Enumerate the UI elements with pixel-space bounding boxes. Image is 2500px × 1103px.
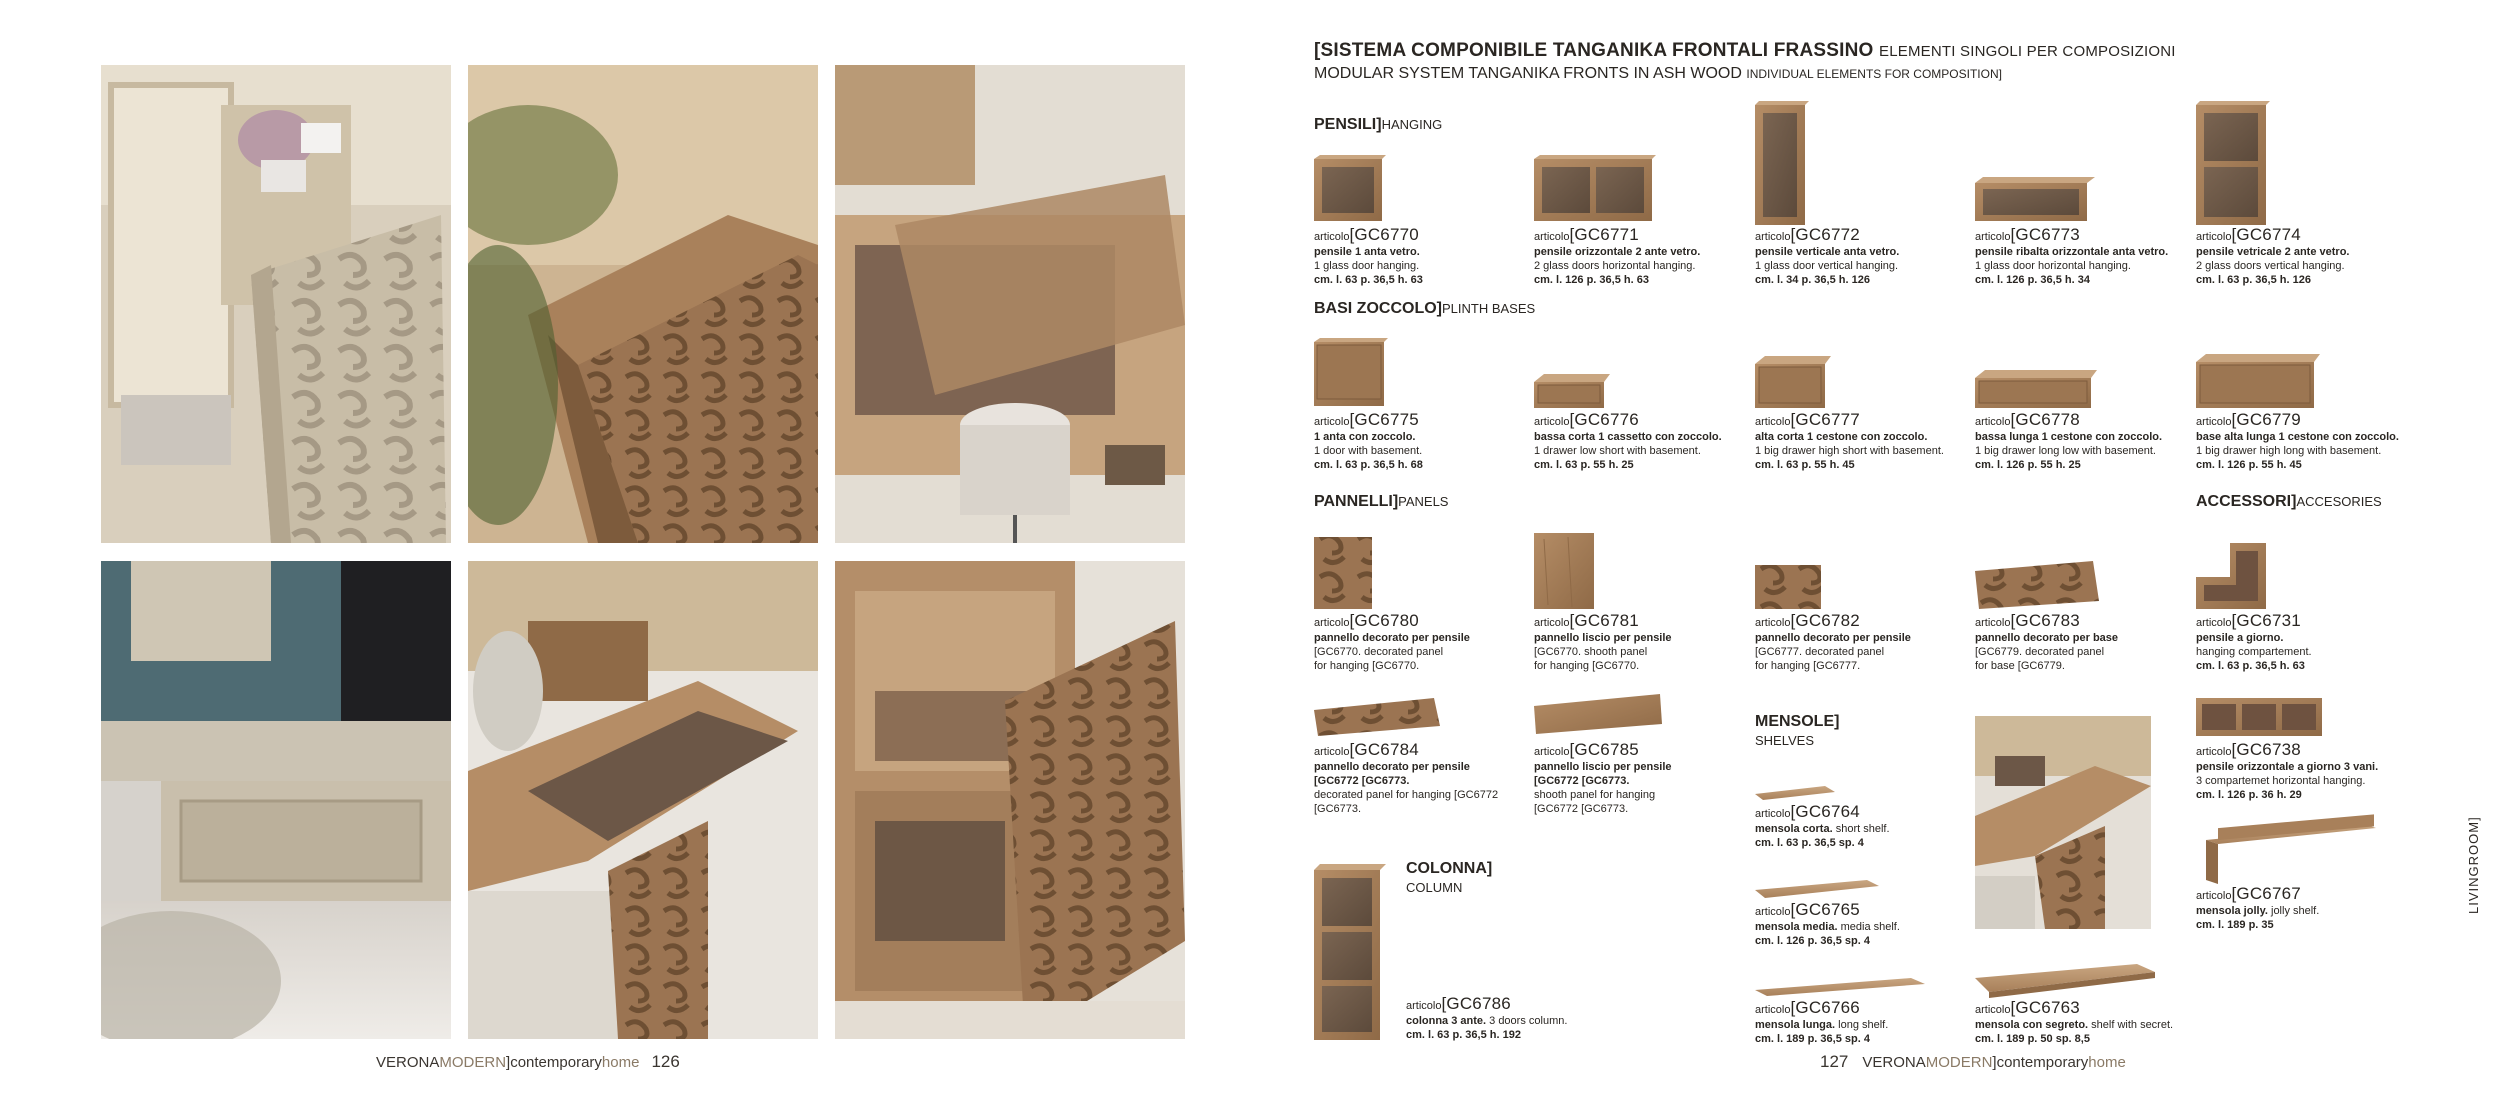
product-gc6767[interactable]: articolo[GC6767 mensola jolly. jolly shelf. cm. l. 189 p. 35	[2196, 786, 2411, 932]
photo-tv-unit-room	[101, 561, 451, 1039]
section-colonna: COLONNA] COLUMN	[1406, 860, 1493, 895]
photo-open-column-door	[835, 561, 1185, 1039]
catalog-header	[1314, 40, 2176, 83]
photo-flap-cabinet-lamp	[835, 65, 1185, 543]
product-image	[1314, 506, 1529, 611]
product-image	[1755, 506, 1970, 611]
header-title-en: MODULAR SYSTEM TANGANIKA FRONTS IN ASH WOOD INDIVIDUAL ELEMENTS FOR COMPOSITION]	[1314, 65, 2002, 82]
article-code: [GC6784	[1349, 740, 1419, 759]
section-basi-zoccolo: BASI ZOCCOLO]PLINTH BASES	[1314, 300, 1536, 317]
product-image	[2196, 506, 2411, 611]
product-image	[1755, 90, 1970, 225]
article-code: [GC6773	[2010, 225, 2080, 244]
article-code: [GC6782	[1790, 611, 1860, 630]
article-code: [GC6772	[1790, 225, 1860, 244]
brand-home: home	[2088, 1054, 2126, 1071]
article-code: [GC6738	[2231, 740, 2301, 759]
dimensions: cm. l. 63 p. 36,5 h. 63	[1314, 274, 1423, 286]
product-gc6783[interactable]: articolo[GC6783 pannello decorato per base [GC6779. decorated panel for base [GC6779.	[1975, 506, 2190, 673]
product-gc6764[interactable]: articolo[GC6764 mensola corta. short shelf. cm. l. 63 p. 36,5 sp. 4	[1755, 752, 1970, 850]
product-image	[1534, 305, 1749, 410]
article-code: [GC6780	[1349, 611, 1419, 630]
section-accessori: ACCESSORI]ACCESORIES	[2196, 493, 2382, 510]
photo-shelf-detail	[1975, 716, 2151, 929]
product-image	[1534, 120, 1749, 225]
product-gc6784[interactable]: articolo[GC6784 pannello decorato per pensile [GC6772 [GC6773. decorated panel for hanging [GC6772 [GC6773.	[1314, 640, 1529, 816]
section-mensole: MENSOLE] SHELVES	[1755, 713, 1840, 748]
product-gc6771[interactable]: articolo[GC6771 pensile orizzontale 2 ante vetro. 2 glass doors horizontal hanging. cm. l. 126 p. 36,5 h. 63	[1534, 120, 1749, 287]
page-number-right: 127	[1820, 1052, 1849, 1071]
product-image	[2196, 786, 2411, 884]
product-gc6782[interactable]: articolo[GC6782 pannello decorato per pensile [GC6777. decorated panel for hanging [GC6777.	[1755, 506, 1970, 673]
product-image	[1975, 305, 2190, 410]
product-image	[2196, 90, 2411, 225]
article-code: [GC6774	[2231, 225, 2301, 244]
product-image	[1755, 850, 1970, 900]
article-code: [GC6777	[1790, 410, 1860, 429]
photo-open-drawer-magazines	[468, 561, 818, 1039]
article-code: [GC6765	[1790, 900, 1860, 919]
brand-contemporary: ]contemporary	[506, 1054, 602, 1071]
footer-left	[376, 1052, 680, 1072]
section-pensili: PENSILI]HANGING	[1314, 116, 1443, 133]
photo-drawer-closeup	[468, 65, 818, 543]
product-image	[1975, 120, 2190, 225]
article-code: [GC6763	[2010, 998, 2080, 1017]
product-gc6766[interactable]: articolo[GC6766 mensola lunga. long shelf. cm. l. 189 p. 36,5 sp. 4	[1755, 948, 1970, 1046]
product-gc6778[interactable]: articolo[GC6778 bassa lunga 1 cestone con zoccolo. 1 big drawer long low with basement. cm. l. 126 p. 55 h. 25	[1975, 305, 2190, 472]
article-code: [GC6767	[2231, 884, 2301, 903]
description-it: pensile 1 anta vetro.	[1314, 246, 1420, 258]
article-code: [GC6764	[1790, 802, 1860, 821]
product-image	[2196, 640, 2411, 740]
article-code: [GC6779	[2231, 410, 2301, 429]
product-image	[1314, 305, 1529, 410]
product-image	[1314, 640, 1529, 740]
product-image	[1755, 752, 1970, 802]
product-gc6779[interactable]: articolo[GC6779 base alta lunga 1 cestone con zoccolo. 1 big drawer high long with basement. cm. l. 126 p. 55 h. 45	[2196, 305, 2411, 472]
article-code-line: articolo[GC6770	[1314, 225, 1419, 244]
product-gc6786[interactable]: articolo[GC6786 colonna 3 ante. 3 doors column. cm. l. 63 p. 36,5 h. 192	[1406, 994, 1568, 1041]
product-gc6772[interactable]: articolo[GC6772 pensile verticale anta vetro. 1 glass door vertical hanging. cm. l. 34 p. 36,5 h. 126	[1755, 90, 1970, 287]
product-image	[1755, 305, 1970, 410]
product-gc6765[interactable]: articolo[GC6765 mensola media. media shelf. cm. l. 126 p. 36,5 sp. 4	[1755, 850, 1970, 948]
product-image	[1755, 948, 1970, 998]
article-code: [GC6778	[2010, 410, 2080, 429]
article-code: [GC6781	[1569, 611, 1639, 630]
product-image-gc6786	[1314, 864, 1386, 1042]
description-en: 1 glass door hanging.	[1314, 260, 1420, 272]
article-code: [GC6770	[1349, 225, 1419, 244]
article-code: [GC6783	[2010, 611, 2080, 630]
product-image	[1534, 640, 1749, 740]
product-gc6780[interactable]: articolo[GC6780 pannello decorato per pensile [GC6770. decorated panel for hanging [GC6770.	[1314, 506, 1529, 673]
product-gc6785[interactable]: articolo[GC6785 pannello liscio per pensile [GC6772 [GC6773. shooth panel for hanging [GC6772 [GC6773.	[1534, 640, 1749, 816]
section-pannelli: PANNELLI]PANELS	[1314, 493, 1449, 510]
product-image	[1534, 506, 1749, 611]
product-gc6781[interactable]: articolo[GC6781 pannello liscio per pensile [GC6770. shooth panel for hanging [GC6770.	[1534, 506, 1749, 673]
product-gc6763[interactable]: articolo[GC6763 mensola con segreto. shelf with secret. cm. l. 189 p. 50 sp. 8,5	[1975, 940, 2190, 1046]
product-image	[1975, 940, 2190, 998]
product-image	[2196, 305, 2411, 410]
product-gc6775[interactable]: articolo[GC6775 1 anta con zoccolo. 1 door with basement. cm. l. 63 p. 36,5 h. 68	[1314, 305, 1529, 472]
brand-modern: MODERN	[1925, 1054, 1993, 1071]
article-code: [GC6786	[1441, 994, 1511, 1013]
brand-home: home	[601, 1054, 640, 1071]
header-title-it: [SISTEMA COMPONIBILE TANGANIKA FRONTALI FRASSINO ELEMENTI SINGOLI PER COMPOSIZIONI	[1314, 40, 2176, 61]
product-gc6770[interactable]	[1314, 120, 1529, 287]
page-number-left: 126	[651, 1052, 680, 1071]
product-gc6738[interactable]: articolo[GC6738 pensile orizzontale a giorno 3 vani. 3 compartemet horizontal hanging. cm. l. 126 p. 36 h. 29	[2196, 640, 2411, 802]
product-gc6776[interactable]: articolo[GC6776 bassa corta 1 cassetto con zoccolo. 1 drawer low short with basement. cm. l. 63 p. 55 h. 25	[1534, 305, 1749, 472]
side-label-livingroom: LIVINGROOM]	[2466, 816, 2481, 914]
article-code: [GC6785	[1569, 740, 1639, 759]
article-code: [GC6771	[1569, 225, 1639, 244]
article-code: [GC6766	[1790, 998, 1860, 1017]
article-code: [GC6731	[2231, 611, 2301, 630]
brand-verona: VERONA	[1862, 1054, 1926, 1071]
product-gc6777[interactable]: articolo[GC6777 alta corta 1 cestone con zoccolo. 1 big drawer high short with basement. cm. l. 63 p. 55 h. 45	[1755, 305, 1970, 472]
brand-modern: MODERN	[439, 1054, 507, 1071]
product-gc6731[interactable]: articolo[GC6731 pensile a giorno. hanging compartement. cm. l. 63 p. 36,5 h. 63	[2196, 506, 2411, 673]
photo-cabinet-teapot	[101, 65, 451, 543]
footer-right	[1820, 1052, 2126, 1072]
brand-contemporary: ]contemporary	[1992, 1054, 2089, 1071]
brand-verona: VERONA	[376, 1054, 440, 1071]
product-gc6773[interactable]: articolo[GC6773 pensile ribalta orizzontale anta vetro. 1 glass door horizontal hanging. cm. l. 126 p. 36,5 h. 34	[1975, 120, 2190, 287]
product-image	[1314, 120, 1529, 225]
product-gc6774[interactable]: articolo[GC6774 pensile vetricale 2 ante vetro. 2 glass doors vertical hanging. cm. l. 63 p. 36,5 h. 126	[2196, 90, 2411, 287]
product-image	[1975, 506, 2190, 611]
article-code: [GC6775	[1349, 410, 1419, 429]
article-code: [GC6776	[1569, 410, 1639, 429]
